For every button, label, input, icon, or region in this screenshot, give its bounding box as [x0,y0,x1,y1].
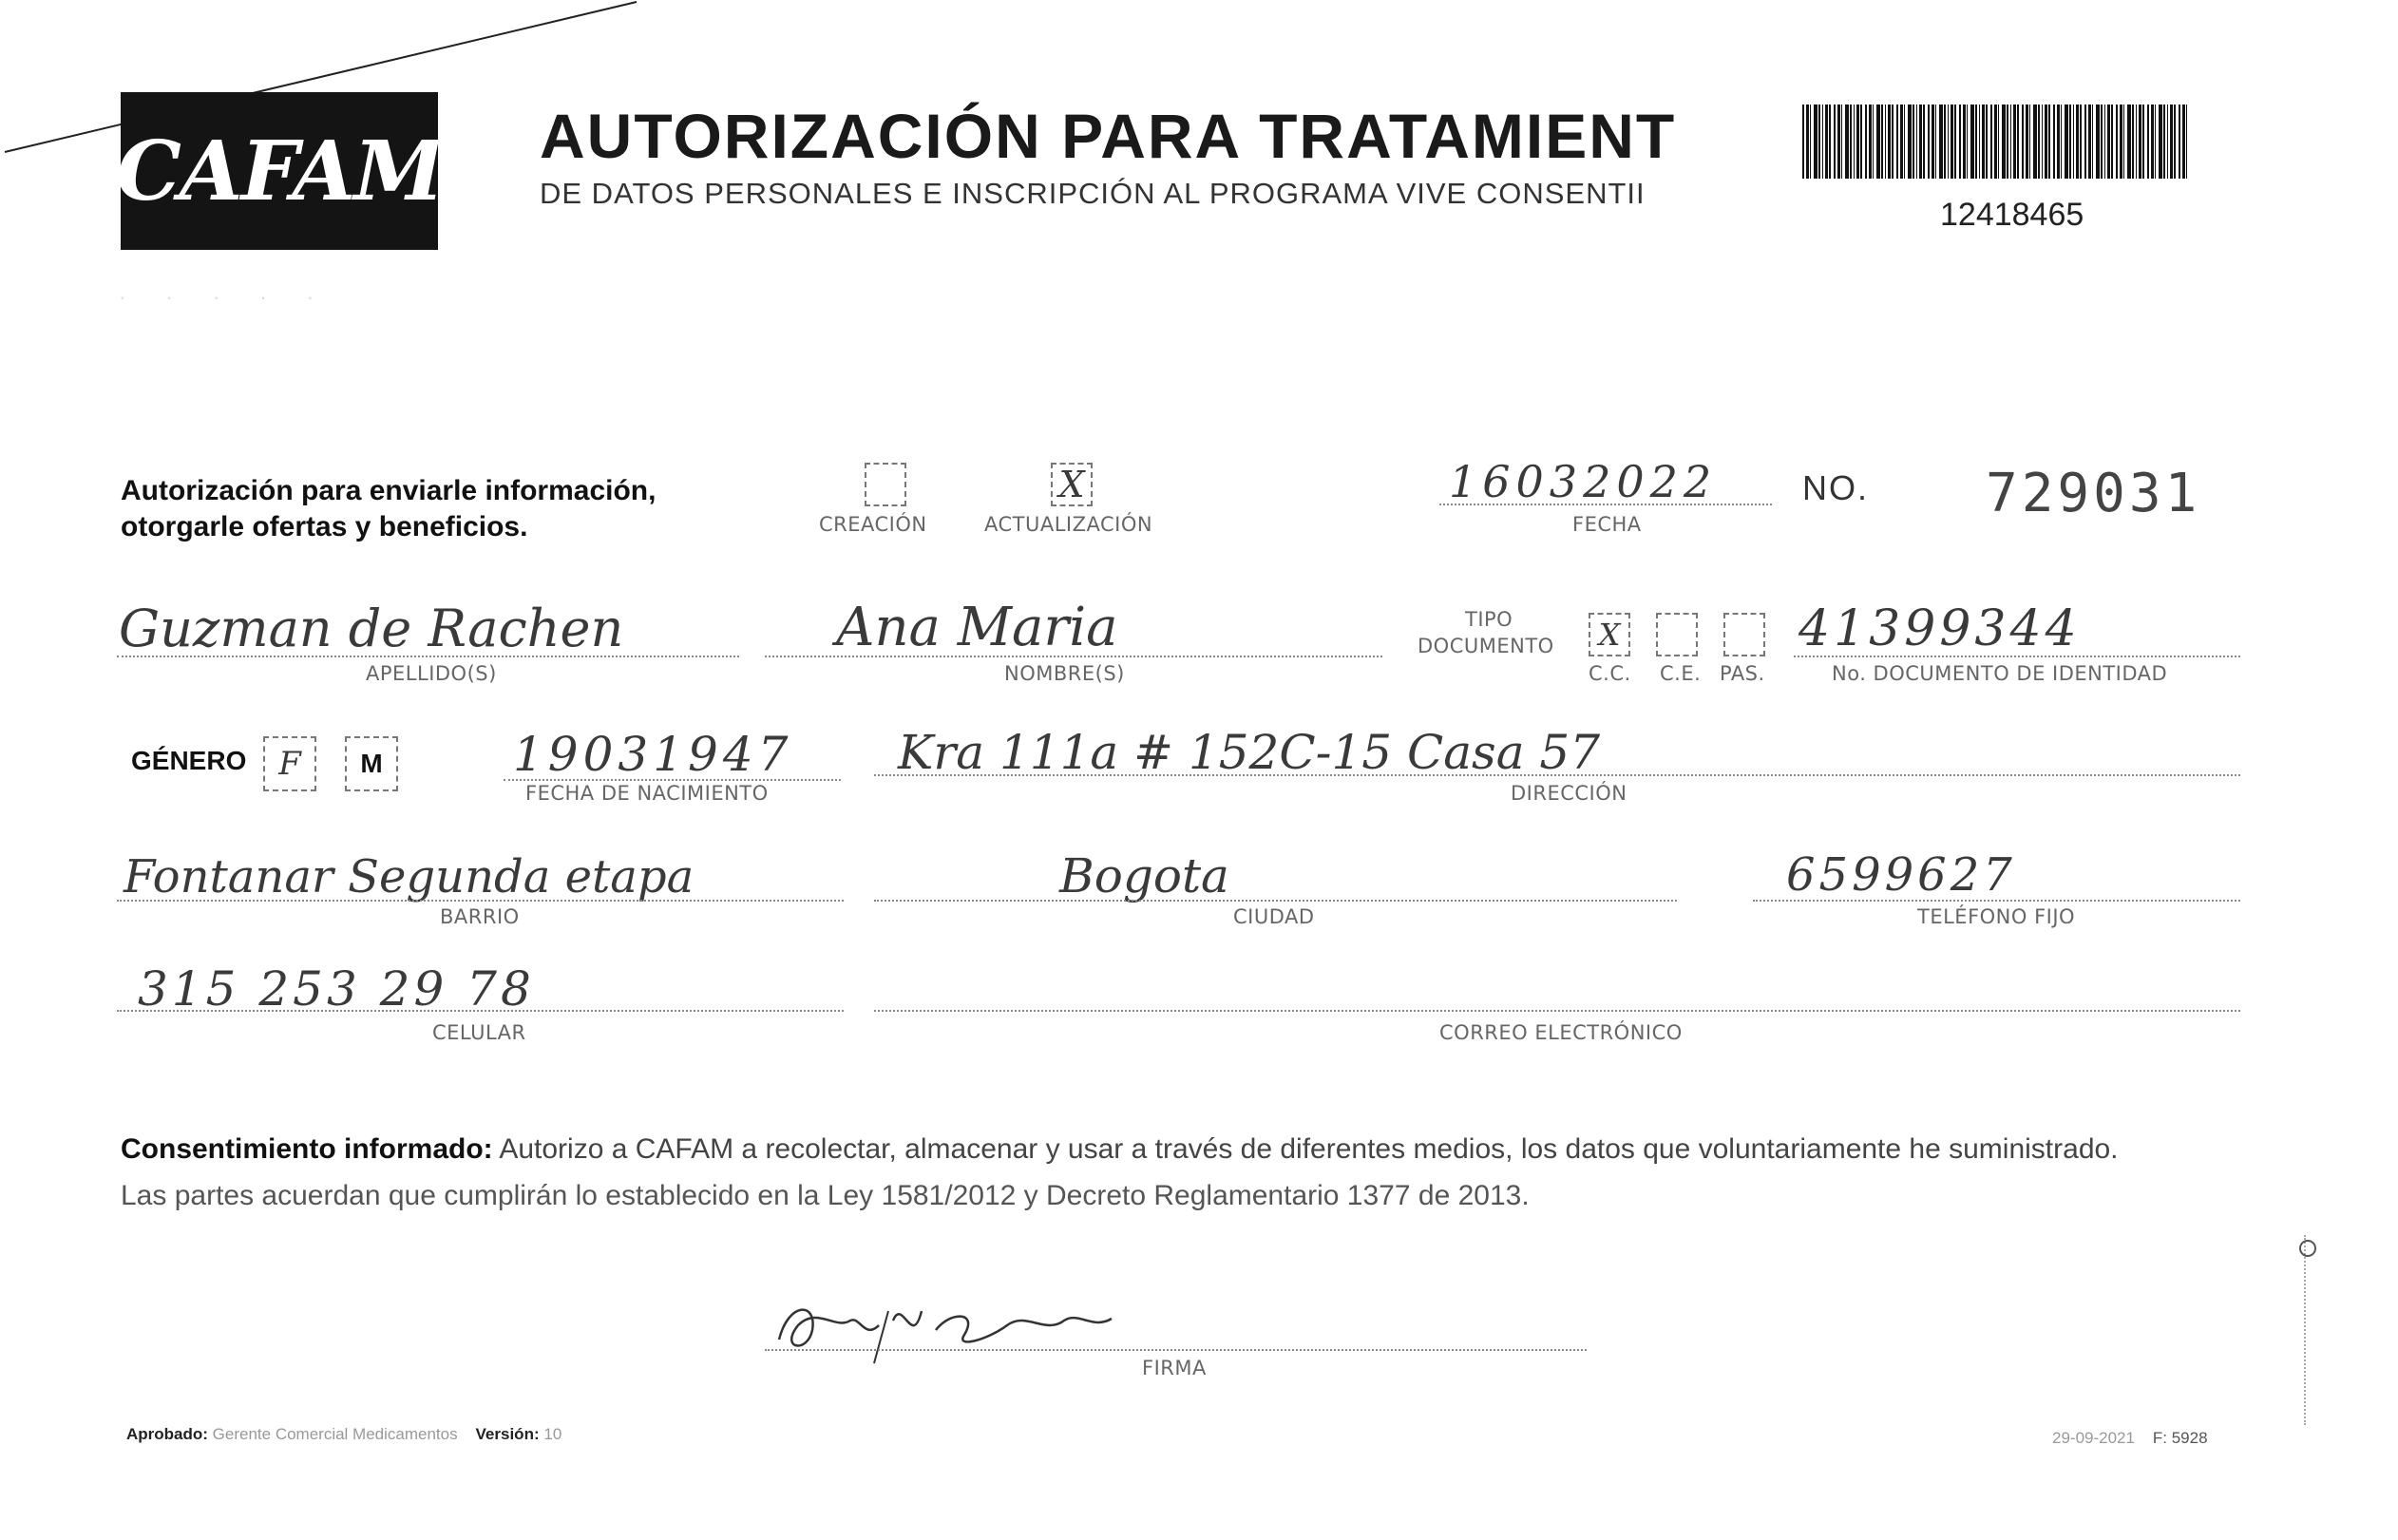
barcode-bar [2002,105,2006,179]
nombres-line [765,656,1382,657]
ce-checkbox[interactable] [1656,613,1698,656]
barcode-bar [1954,105,1956,179]
creacion-checkbox[interactable] [865,463,906,506]
barcode-bar [2080,105,2082,179]
barcode-bar [1982,105,1985,179]
barcode-bar [1904,105,1905,179]
barcode-bar [2147,105,2149,179]
faded-scan-marks: · · · · · [119,285,332,309]
barcode-bar [2057,105,2060,179]
fecha-value: 16032022 [1449,456,1718,507]
nombres-value: Ana Maria [836,597,1118,658]
barcode-bar [2069,105,2071,179]
nacimiento-value: 19031947 [513,727,793,782]
firma-label: FIRMA [1142,1357,1207,1379]
barcode-bar [1951,105,1953,179]
intro-line-1: Autorización para enviarle información, [121,475,657,506]
documento-value: 41399344 [1798,600,2081,657]
documento-label: DOCUMENTO [1418,635,1554,657]
barcode-bar [2159,105,2162,179]
barcode-bar [1913,105,1914,179]
cc-label: C.C. [1589,662,1631,685]
cafam-logo [116,92,443,250]
cc-mark: X [1598,617,1621,653]
barcode-bar [2179,105,2180,179]
telefono-line [1753,900,2240,902]
consent-heading: Consentimiento informado: [121,1133,493,1165]
barcode-bar [1860,105,1862,179]
direccion-line [874,774,2240,776]
barcode-bar [2088,105,2091,179]
barcode-bar [1845,105,1849,179]
barcode-bar [1888,105,1891,179]
form-subtitle: DE DATOS PERSONALES E INSCRIPCIÓN AL PROGRAMA VIVE CONSENTII [540,177,1646,210]
barcode-bar [2065,105,2068,179]
actualizacion-mark: X [1058,464,1085,505]
genero-label: GÉNERO [131,746,247,775]
barcode-bar [1881,105,1883,179]
barcode-bar [2132,105,2134,179]
barcode-bar [1885,105,1886,179]
pas-label: PAS. [1720,662,1765,685]
barcode-bar [1939,105,1943,179]
tipo-label: TIPO [1465,608,1513,631]
m-checkbox[interactable] [345,736,398,791]
telefono-value: 6599627 [1786,848,2016,902]
creacion-label: CREACIÓN [819,513,927,536]
ciudad-value: Bogota [1059,848,1229,903]
direccion-value: Kra 111a # 152C-15 Casa 57 [898,725,1601,780]
barcode-bar [1975,105,1977,179]
barcode-bar [1825,105,1828,179]
consent-text-1: Autorizo a CAFAM a recolectar, almacenar y usar a través de diferentes medios, los datos que voluntariamente he suministrado. [492,1133,2119,1165]
barcode-bar [2084,105,2086,179]
form-title: AUTORIZACIÓN PARA TRATAMIENT [540,101,1677,171]
consent-line-1 [121,1133,2249,1166]
barcode-bar [1932,105,1934,179]
barcode-bar [1986,105,1988,179]
version-label: Versión: [475,1425,540,1443]
barcode-bar [1829,105,1831,179]
barcode-bar [2092,105,2093,179]
barcode-bar [2045,105,2047,179]
no-value: 729031 [1986,463,2201,524]
barcode-bar [1970,105,1974,179]
barcode-bar [1935,105,1936,179]
barcode-bar [1959,105,1961,179]
barcode-bar [2013,105,2016,179]
apellidos-label: APELLIDO(S) [366,662,497,685]
form-code: F: 5928 [2152,1429,2208,1447]
barcode-bar [2111,105,2113,179]
actualizacion-checkbox[interactable] [1051,463,1093,506]
ciudad-line [874,900,1677,902]
ciudad-label: CIUDAD [1233,905,1315,928]
consent-text-2: Las partes acuerdan que cumplirán lo establecido en la Ley 1581/2012 y Decreto Reglamentario 1377 de 2013. [121,1180,1530,1211]
barcode-bar [2048,105,2050,179]
pas-checkbox[interactable] [1723,613,1765,656]
barcode-bar [2029,105,2030,179]
telefono-label: TELÉFONO FIJO [1917,905,2076,928]
barcode-bar [2053,105,2055,179]
fecha-label: FECHA [1572,513,1642,536]
barcode-bar [2186,105,2187,179]
barcode-bar [1837,105,1840,179]
aprobado-value: Gerente Comercial Medicamentos [212,1425,458,1443]
barcode-bar [1806,105,1809,179]
barcode-bar [1919,105,1922,179]
apellidos-value: Guzman de Rachen [119,599,624,658]
firma-line [765,1349,1587,1351]
barcode-bar [2120,105,2122,179]
barcode-bar [1908,105,1912,179]
documento-line [1794,656,2240,657]
barcode-bar [1998,105,1999,179]
barcode-bar [1967,105,1968,179]
barcode-bar [2174,105,2176,179]
barcode-bar [2096,105,2100,179]
barcode-bar [2139,105,2141,179]
nacimiento-label: FECHA DE NACIMIENTO [525,782,769,805]
barcode-bar [2101,105,2103,179]
barcode-bar [1944,105,1946,179]
barcode-bar [1979,105,1980,179]
barcode-bar [2026,105,2028,179]
cc-checkbox[interactable] [1589,613,1630,656]
barcode-bar [1854,105,1855,179]
barcode-bar [1865,105,1867,179]
barcode-bar [1856,105,1859,179]
barcode-bar [1810,105,1811,179]
barrio-value: Fontanar Segunda etapa [124,850,695,903]
barrio-label: BARRIO [440,905,520,928]
barcode-bar [2010,105,2011,179]
barcode-bar [2104,105,2105,179]
barcode-bar [2127,105,2131,179]
barcode-bar [2182,105,2185,179]
barcode-bar [2073,105,2074,179]
barcode-bar [1892,105,1894,179]
f-mark: F [278,745,301,783]
barcode-bar [1841,105,1842,179]
barcode-bar [1802,105,1804,179]
date-code: 29-09-2021 [2052,1429,2135,1447]
barrio-line [117,900,844,902]
barcode-bar [1814,105,1818,179]
barcode-bar [2033,105,2037,179]
ce-label: C.E. [1660,662,1702,685]
barcode-bar [1850,105,1852,179]
barcode-bar [2163,105,2165,179]
barcode-bar [1900,105,1903,179]
signature-scribble [760,1273,1159,1368]
barcode-bar [2017,105,2019,179]
nacimiento-line [504,779,841,781]
barcode-bar [2116,105,2118,179]
barcode-bar [2022,105,2024,179]
footer-codes [2052,1429,2208,1448]
correo-label: CORREO ELECTRÓNICO [1439,1021,1683,1044]
barcode-bar [1876,105,1880,179]
barcode-bar [1990,105,1992,179]
barcode [1800,105,2195,181]
actualizacion-label: ACTUALIZACIÓN [984,513,1153,536]
barcode-bar [2167,105,2168,179]
barcode-bar [1994,105,1997,179]
side-vertical-print [2297,1235,2316,1444]
barcode-bar [1896,105,1898,179]
barcode-bar [2155,105,2156,179]
correo-line [874,1010,2240,1012]
direccion-label: DIRECCIÓN [1511,782,1627,805]
barcode-bar [2076,105,2079,179]
apellidos-line [117,656,739,657]
barcode-bar [2107,105,2110,179]
barcode-bar [2170,105,2173,179]
f-checkbox[interactable] [263,736,316,791]
barcode-bar [2142,105,2144,179]
barcode-bar [1923,105,1925,179]
barcode-bar [2151,105,2154,179]
barcode-bar [1834,105,1836,179]
barcode-bar [2136,105,2137,179]
barcode-bar [1963,105,1966,179]
barcode-bar [1873,105,1874,179]
celular-line [117,1010,844,1012]
version-value: 10 [543,1425,562,1443]
m-label: M [360,749,383,778]
cafam-logo-text: CAFAM [116,123,443,219]
no-label: NO. [1802,468,1870,507]
barcode-bar [1869,105,1872,179]
barcode-bar [2038,105,2040,179]
intro-line-2: otorgarle ofertas y beneficios. [121,511,528,542]
barcode-bar [2061,105,2062,179]
barcode-bar [1916,105,1917,179]
aprobado-label: Aprobado: [126,1425,208,1443]
barcode-bar [1822,105,1823,179]
barcode-bar [2123,105,2124,179]
barcode-bar [1818,105,1820,179]
barcode-bar [1948,105,1949,179]
barcode-number: 12418465 [1940,197,2084,233]
barcode-bar [1928,105,1930,179]
nombres-label: NOMBRE(S) [1004,662,1125,685]
celular-label: CELULAR [432,1021,526,1044]
fecha-line [1439,504,1772,505]
side-circle-icon [2299,1240,2316,1257]
documento-num-label: No. DOCUMENTO DE IDENTIDAD [1832,662,2168,685]
barcode-bar [2007,105,2008,179]
celular-value: 315 253 29 78 [138,961,535,1017]
barcode-bar [2042,105,2043,179]
footer-approval [126,1425,561,1444]
